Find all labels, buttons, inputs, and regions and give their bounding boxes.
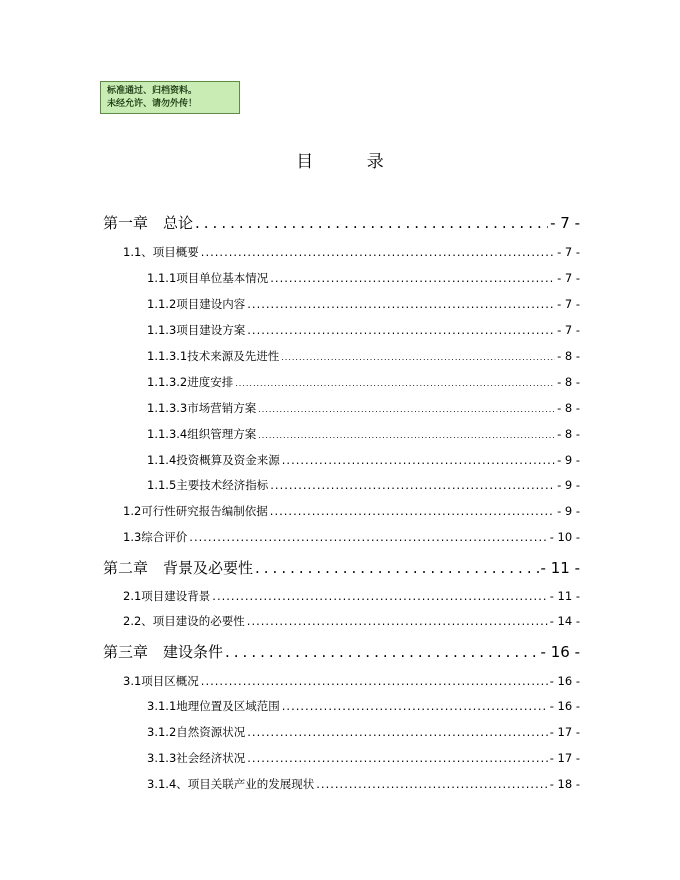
- toc-entry-page: - 8 -: [557, 427, 580, 441]
- toc-entry-label: 1.1.4投资概算及资金来源: [147, 453, 280, 467]
- dot-leader: [282, 453, 555, 467]
- toc-entry-label: 1.1.3项目建设方案: [147, 323, 246, 337]
- dot-leader: [258, 401, 555, 415]
- toc-entry[interactable]: [147, 322, 580, 338]
- toc-entry-label: 2.1项目建设背景: [123, 589, 211, 603]
- toc-entry-label: 1.3综合评价: [123, 530, 188, 544]
- toc-entry-page: - 16 -: [549, 699, 580, 713]
- toc-entry-page: - 17 -: [549, 751, 580, 765]
- toc-entry[interactable]: [147, 477, 580, 493]
- toc-entry[interactable]: [123, 244, 580, 260]
- toc-entry-page: - 7 -: [557, 297, 580, 311]
- dot-leader: [270, 478, 555, 492]
- confidential-stamp: [100, 81, 240, 114]
- dot-leader: [316, 777, 547, 791]
- toc-entry[interactable]: [123, 529, 580, 545]
- dot-leader: [247, 725, 547, 739]
- toc-entry-page: - 7 -: [550, 214, 580, 232]
- toc-entry-page: - 9 -: [557, 453, 580, 467]
- toc-entry-label: 3.1.2自然资源状况: [147, 725, 246, 739]
- dot-leader: [212, 589, 547, 603]
- toc-entry-label: 2.2、项目建设的必要性: [123, 614, 245, 628]
- toc-entry[interactable]: [147, 374, 580, 390]
- toc-entry-page: - 18 -: [549, 777, 580, 791]
- toc-entry-label: 1.1.3.4组织管理方案: [147, 427, 257, 441]
- toc-entry-page: - 16 -: [549, 674, 580, 688]
- toc-entry-page: - 16 -: [540, 643, 580, 661]
- toc-entry[interactable]: [123, 588, 580, 604]
- toc-entry-label: 1.2可行性研究报告编制依据: [123, 504, 268, 518]
- toc-entry[interactable]: [147, 776, 580, 792]
- toc-entry-page: - 7 -: [557, 323, 580, 337]
- dot-leader: [258, 427, 555, 441]
- dot-leader: [201, 245, 555, 259]
- toc-entry-label: 第三章 建设条件: [103, 643, 224, 661]
- toc-entry-label: 1.1.3.1技术来源及先进性: [147, 349, 280, 363]
- toc-entry-page: - 10 -: [549, 530, 580, 544]
- toc-entry-page: - 8 -: [557, 375, 580, 389]
- toc-entry-page: - 8 -: [557, 349, 580, 363]
- toc-entry-page: - 8 -: [557, 401, 580, 415]
- toc-entry[interactable]: [147, 698, 580, 714]
- toc-entry-label: 3.1.4、项目关联产业的发展现状: [147, 777, 315, 791]
- toc-entry[interactable]: [147, 270, 580, 286]
- toc-entry-page: - 11 -: [549, 589, 580, 603]
- toc-entry-page: - 11 -: [540, 559, 580, 577]
- toc-entry-label: 3.1项目区概况: [123, 674, 199, 688]
- stamp-line-1: 标准通过、归档资料。: [107, 86, 198, 96]
- toc-entry-label: 3.1.1地理位置及区域范围: [147, 699, 280, 713]
- toc-entry-page: - 7 -: [557, 245, 580, 259]
- toc-entry-chapter-2[interactable]: [103, 557, 580, 578]
- dot-leader: [247, 751, 547, 765]
- toc-entry-page: - 17 -: [549, 725, 580, 739]
- dot-leader: [281, 349, 555, 363]
- toc-entry-page: - 7 -: [557, 271, 580, 285]
- dot-leader: [255, 559, 539, 577]
- dot-leader: [225, 643, 539, 661]
- toc-entry[interactable]: [147, 426, 580, 442]
- dot-leader: [282, 699, 548, 713]
- dot-leader: [247, 297, 555, 311]
- toc-title: 目 录: [296, 152, 408, 172]
- toc-entry[interactable]: [147, 724, 580, 740]
- toc-entry-label: 1.1、项目概要: [123, 245, 199, 259]
- toc-entry[interactable]: [147, 400, 580, 416]
- toc-entry-label: 第一章 总论: [103, 214, 194, 232]
- dot-leader: [247, 614, 548, 628]
- toc-entry[interactable]: [123, 613, 580, 629]
- toc-entry-page: - 14 -: [549, 614, 580, 628]
- toc-entry[interactable]: [147, 296, 580, 312]
- stamp-line-2: 未经允许、请勿外传！: [107, 99, 198, 109]
- dot-leader: [189, 530, 547, 544]
- toc-entry-chapter-3[interactable]: [103, 641, 580, 662]
- toc-entry-label: 1.1.5主要技术经济指标: [147, 478, 269, 492]
- toc-entry-page: - 9 -: [557, 478, 580, 492]
- toc-entry-page: - 9 -: [557, 504, 580, 518]
- toc-entry[interactable]: [123, 503, 580, 519]
- dot-leader: [235, 375, 555, 389]
- toc-entry-label: 1.1.2项目建设内容: [147, 297, 246, 311]
- toc-entry-label: 1.1.3.2进度安排: [147, 375, 234, 389]
- toc-entry-label: 第二章 背景及必要性: [103, 559, 254, 577]
- toc-entry-label: 3.1.3社会经济状况: [147, 751, 246, 765]
- toc-entry[interactable]: [147, 750, 580, 766]
- toc-entry-label: 1.1.3.3市场营销方案: [147, 401, 257, 415]
- toc-entry[interactable]: [147, 348, 580, 364]
- dot-leader: [195, 214, 548, 232]
- dot-leader: [270, 271, 555, 285]
- toc-entry[interactable]: [123, 673, 580, 689]
- toc-entry-label: 1.1.1项目单位基本情况: [147, 271, 269, 285]
- dot-leader: [201, 674, 548, 688]
- dot-leader: [247, 323, 555, 337]
- toc-entry-chapter-1[interactable]: [103, 212, 580, 233]
- dot-leader: [270, 504, 555, 518]
- toc-entry[interactable]: [147, 452, 580, 468]
